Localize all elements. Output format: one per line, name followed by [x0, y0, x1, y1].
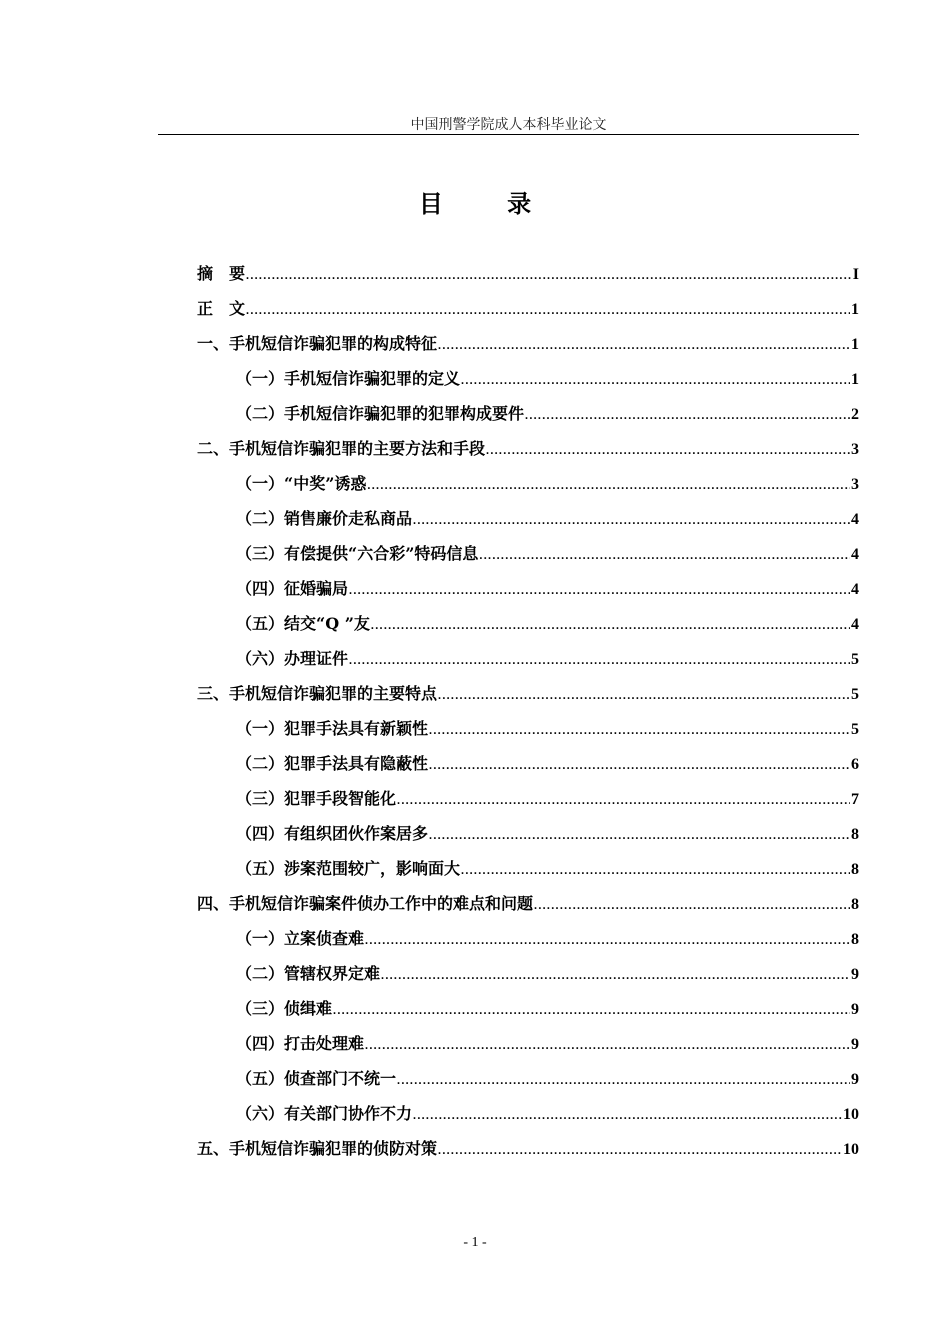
toc-entry-page: 4 [851, 581, 859, 598]
toc-entry[interactable] [197, 1026, 859, 1061]
toc-entry-title: 正 文 [197, 299, 246, 318]
toc-entry-title: （三）侦缉难 [236, 999, 333, 1018]
toc-dot-leader [367, 468, 850, 503]
toc-dot-leader [365, 1028, 850, 1063]
toc-dot-leader [438, 1133, 842, 1168]
toc-entry[interactable] [197, 361, 859, 396]
toc-dot-leader [429, 818, 850, 853]
toc-dot-leader [413, 1098, 842, 1133]
toc-entry-title: （二）手机短信诈骗犯罪的犯罪构成要件 [236, 404, 525, 423]
toc-entry[interactable] [197, 886, 859, 921]
toc-entry-page: 8 [851, 896, 859, 913]
toc-entry-page: 9 [851, 1036, 859, 1053]
toc-entry-title: （四）打击处理难 [236, 1034, 365, 1053]
page-number: - 1 - [463, 1235, 487, 1250]
toc-entry-title: （一）立案侦查难 [236, 929, 365, 948]
toc-dot-leader [486, 433, 850, 468]
toc-entry[interactable] [197, 501, 859, 536]
toc-entry-page: 1 [851, 336, 859, 353]
toc-entry-page: 5 [851, 721, 859, 738]
toc-entry-title: （四）有组织团伙作案居多 [236, 824, 429, 843]
toc-entry[interactable] [197, 781, 859, 816]
toc-entry[interactable] [197, 641, 859, 676]
toc-dot-leader [365, 923, 850, 958]
toc-entry-page: 7 [851, 791, 859, 808]
toc-entry[interactable] [197, 956, 859, 991]
toc-entry[interactable] [197, 746, 859, 781]
toc-entry[interactable] [197, 606, 859, 641]
toc-dot-leader [479, 538, 850, 573]
toc-dot-leader [397, 1063, 850, 1098]
toc-entry-title: 四、手机短信诈骗案件侦办工作中的难点和问题 [197, 894, 534, 913]
toc-entry-title: （四）征婚骗局 [236, 579, 349, 598]
toc-entry-page: 10 [843, 1141, 859, 1158]
toc-entry-title: （二）管辖权界定难 [236, 964, 381, 983]
toc-entry-page: 9 [851, 1001, 859, 1018]
toc-entry[interactable] [197, 396, 859, 431]
toc-dot-leader [349, 573, 850, 608]
toc-entry[interactable] [197, 816, 859, 851]
toc-entry-page: 2 [851, 406, 859, 423]
toc-dot-leader [381, 958, 850, 993]
toc-entry-page: 8 [851, 861, 859, 878]
toc-dot-leader [246, 258, 852, 293]
toc-dot-leader [333, 993, 850, 1028]
toc-entry[interactable] [197, 256, 859, 291]
toc-dot-leader [429, 748, 850, 783]
toc-entry-title: （一）手机短信诈骗犯罪的定义 [236, 369, 461, 388]
toc-entry[interactable] [197, 991, 859, 1026]
toc-entry-title: （三）有偿提供“六合彩”特码信息 [236, 544, 479, 563]
toc-dot-leader [438, 678, 850, 713]
toc-entry-title: 五、手机短信诈骗犯罪的侦防对策 [197, 1139, 438, 1158]
toc-entry-title: 一、手机短信诈骗犯罪的构成特征 [197, 334, 438, 353]
toc-entry[interactable] [197, 326, 859, 361]
table-of-contents [197, 256, 859, 1166]
toc-entry-page: 3 [851, 476, 859, 493]
toc-dot-leader [397, 783, 850, 818]
toc-entry-title: （六）有关部门协作不力 [236, 1104, 413, 1123]
toc-entry[interactable] [197, 291, 859, 326]
running-header: 中国刑警学院成人本科毕业论文 [410, 117, 607, 133]
toc-entry-page: 9 [851, 1071, 859, 1088]
toc-entry-title: （二）犯罪手法具有隐蔽性 [236, 754, 429, 773]
toc-entry-title: （五）侦查部门不统一 [236, 1069, 397, 1088]
toc-entry-page: 5 [851, 651, 859, 668]
toc-entry-page: 8 [851, 931, 859, 948]
toc-entry-title: （五）结交“Q ”友 [236, 614, 370, 633]
toc-entry-page: 6 [851, 756, 859, 773]
toc-entry[interactable] [197, 921, 859, 956]
toc-entry-title: （一）犯罪手法具有新颖性 [236, 719, 429, 738]
toc-entry-title: 摘 要 [197, 264, 246, 283]
header-rule [158, 134, 859, 135]
toc-dot-leader [246, 293, 850, 328]
toc-entry[interactable] [197, 1096, 859, 1131]
toc-entry-title: 二、手机短信诈骗犯罪的主要方法和手段 [197, 439, 486, 458]
toc-dot-leader [429, 713, 850, 748]
toc-dot-leader [413, 503, 850, 538]
toc-entry-title: （五）涉案范围较广，影响面大 [236, 859, 461, 878]
toc-entry-page: 5 [851, 686, 859, 703]
toc-entry-page: 3 [851, 441, 859, 458]
toc-entry-page: 8 [851, 826, 859, 843]
toc-entry-page: 1 [851, 371, 859, 388]
toc-entry-title: （一）“中奖”诱惑 [236, 474, 367, 493]
toc-entry[interactable] [197, 1061, 859, 1096]
toc-entry-title: （三）犯罪手段智能化 [236, 789, 397, 808]
toc-entry-page: I [852, 266, 859, 283]
page-title: 目 录 [418, 189, 560, 218]
toc-entry-page: 9 [851, 966, 859, 983]
toc-dot-leader [525, 398, 850, 433]
toc-entry[interactable] [197, 851, 859, 886]
toc-entry[interactable] [197, 571, 859, 606]
toc-entry-page: 1 [851, 301, 859, 318]
toc-entry-page: 4 [851, 511, 859, 528]
toc-entry[interactable] [197, 1131, 859, 1166]
toc-dot-leader [371, 608, 850, 643]
toc-entry-title: 三、手机短信诈骗犯罪的主要特点 [197, 684, 438, 703]
toc-dot-leader [349, 643, 850, 678]
toc-entry[interactable] [197, 466, 859, 501]
toc-entry[interactable] [197, 536, 859, 571]
toc-entry-page: 4 [851, 546, 859, 563]
toc-entry-page: 10 [843, 1106, 859, 1123]
toc-dot-leader [534, 888, 850, 923]
toc-entry-title: （六）办理证件 [236, 649, 349, 668]
toc-entry-title: （二）销售廉价走私商品 [236, 509, 413, 528]
toc-dot-leader [461, 853, 850, 888]
toc-entry[interactable] [197, 431, 859, 466]
toc-entry-page: 4 [851, 616, 859, 633]
toc-entry[interactable] [197, 676, 859, 711]
toc-dot-leader [438, 328, 850, 363]
toc-dot-leader [461, 363, 850, 398]
toc-entry[interactable] [197, 711, 859, 746]
